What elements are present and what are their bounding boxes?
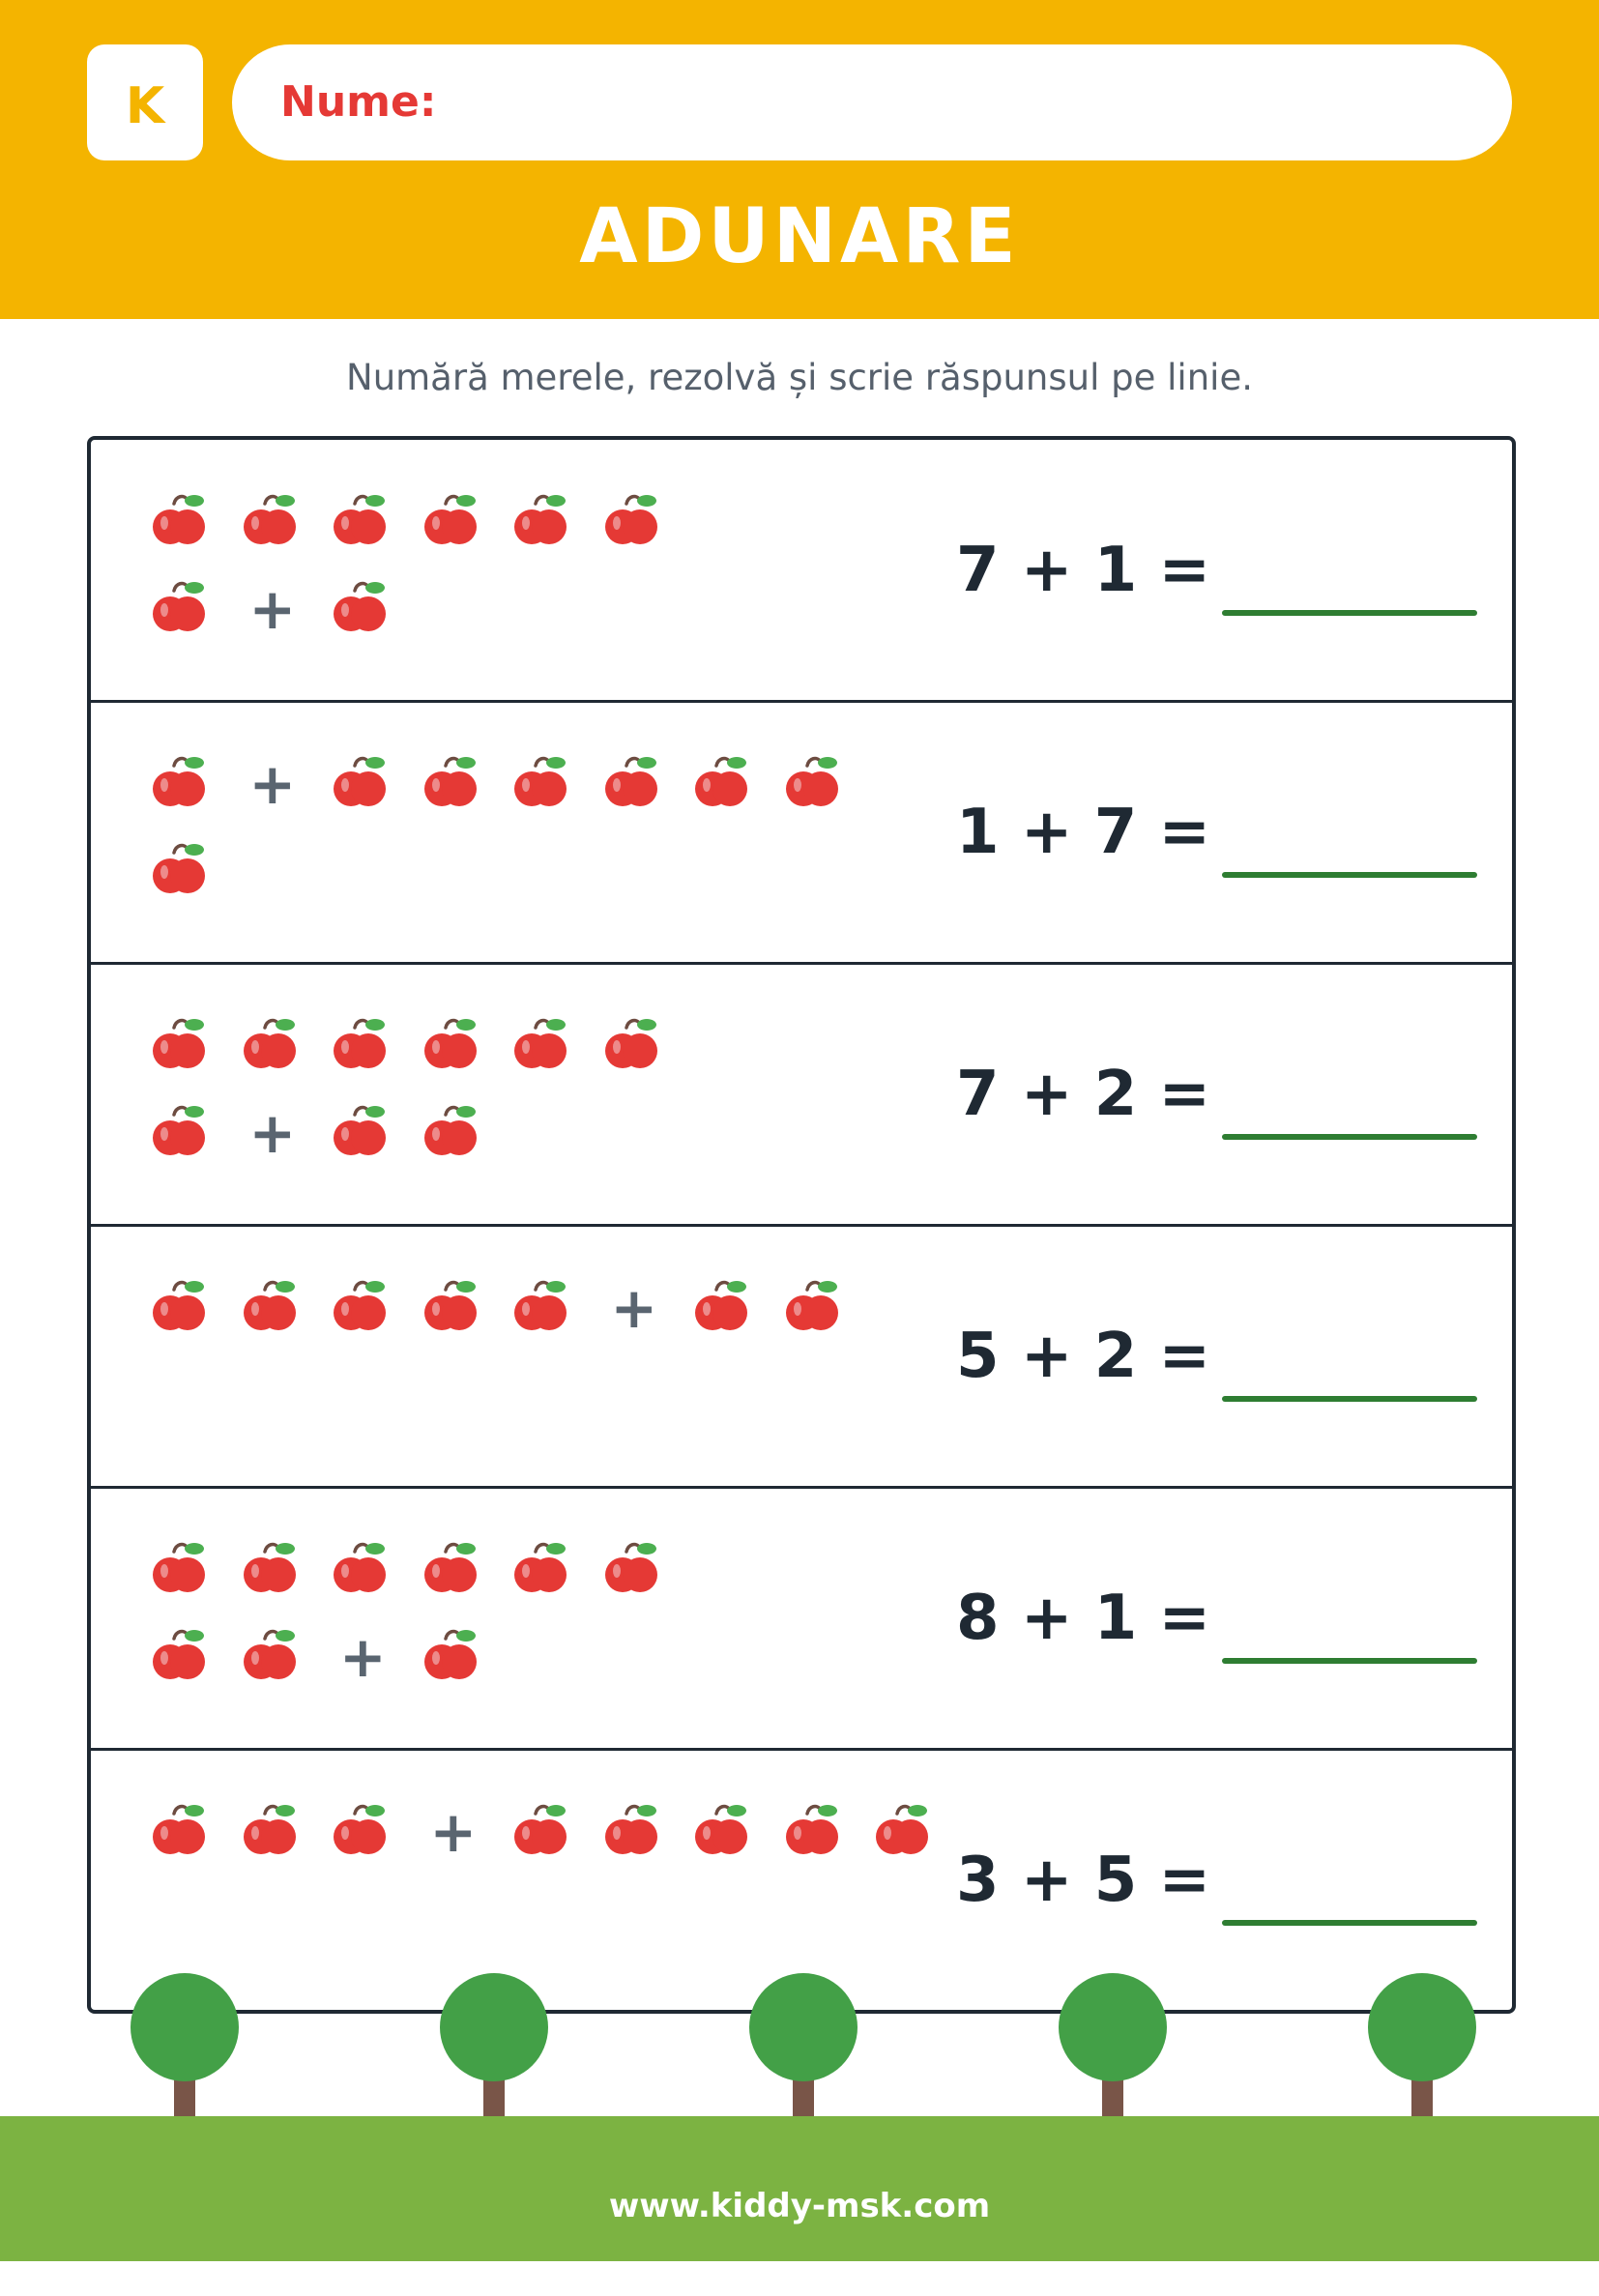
plus-sign: + (610, 1275, 658, 1341)
apple-icon (332, 1101, 393, 1163)
apple-icon (151, 839, 213, 901)
plus-sign: + (339, 1624, 387, 1690)
header-banner (0, 0, 1599, 319)
answer-line[interactable] (1222, 1658, 1477, 1664)
logo (87, 44, 203, 160)
apple-icon (512, 752, 574, 814)
apple-icon (332, 577, 393, 639)
exercise-panel (87, 436, 1516, 2014)
apple-icon (332, 752, 393, 814)
apple-icon (693, 1276, 755, 1338)
exercise-row (91, 1226, 1512, 1488)
equation-text: 7 + 2 = (956, 1059, 1211, 1130)
apple-icon (874, 1800, 936, 1862)
apple-icon (512, 1276, 574, 1338)
apple-icon (151, 1625, 213, 1687)
equation-text: 8 + 1 = (956, 1583, 1211, 1654)
apple-icon (242, 490, 304, 552)
apple-icon (242, 1276, 304, 1338)
apple-icon (422, 752, 484, 814)
apple-icon (332, 1800, 393, 1862)
apple-icon (242, 1625, 304, 1687)
equation-text: 3 + 5 = (956, 1845, 1211, 1916)
plus-sign: + (248, 1100, 297, 1166)
name-label: Nume: (280, 77, 437, 127)
answer-line[interactable] (1222, 1920, 1477, 1926)
name-field[interactable] (232, 44, 1512, 160)
apple-icon (151, 490, 213, 552)
apple-icon (151, 1101, 213, 1163)
instructions: Numără merele, rezolvă și scrie răspunsul pe linie. (346, 357, 1253, 398)
apple-icon (422, 490, 484, 552)
answer-line[interactable] (1222, 872, 1477, 878)
logo-letter: K (125, 77, 165, 135)
apple-icon (603, 1538, 665, 1600)
apple-icon (784, 1276, 846, 1338)
apple-icon (422, 1625, 484, 1687)
apple-icon (603, 1014, 665, 1076)
apple-icon (693, 1800, 755, 1862)
answer-line[interactable] (1222, 610, 1477, 616)
apple-icon (422, 1276, 484, 1338)
apple-icon (332, 1014, 393, 1076)
apple-icon (603, 490, 665, 552)
apple-icon (242, 1538, 304, 1600)
plus-sign: + (248, 576, 297, 642)
apple-icon (512, 1800, 574, 1862)
apple-icon (151, 1014, 213, 1076)
apple-icon (512, 1538, 574, 1600)
ground-footer (0, 2116, 1599, 2261)
equation-text: 5 + 2 = (956, 1321, 1211, 1392)
exercise-row (91, 1488, 1512, 1750)
apple-icon (151, 577, 213, 639)
apple-icon (151, 752, 213, 814)
answer-line[interactable] (1222, 1396, 1477, 1402)
plus-sign: + (429, 1799, 478, 1865)
apple-icon (784, 1800, 846, 1862)
exercise-row (91, 702, 1512, 964)
apple-icon (422, 1538, 484, 1600)
apple-icon (603, 752, 665, 814)
apple-icon (332, 1538, 393, 1600)
equation-text: 7 + 1 = (956, 535, 1211, 606)
apple-icon (151, 1276, 213, 1338)
apple-icon (242, 1800, 304, 1862)
exercise-row (91, 964, 1512, 1226)
exercise-row (91, 440, 1512, 702)
page-title: ADUNARE (579, 193, 1020, 280)
apple-icon (422, 1014, 484, 1076)
equation-text: 1 + 7 = (956, 797, 1211, 868)
apple-icon (693, 752, 755, 814)
answer-line[interactable] (1222, 1134, 1477, 1140)
apple-icon (512, 1014, 574, 1076)
apple-icon (603, 1800, 665, 1862)
apple-icon (151, 1538, 213, 1600)
apple-icon (242, 1014, 304, 1076)
apple-icon (512, 490, 574, 552)
apple-icon (332, 490, 393, 552)
footer-url: www.kiddy-msk.com (608, 2187, 991, 2225)
apple-icon (151, 1800, 213, 1862)
apple-icon (422, 1101, 484, 1163)
apple-icon (332, 1276, 393, 1338)
apple-icon (784, 752, 846, 814)
plus-sign: + (248, 751, 297, 817)
